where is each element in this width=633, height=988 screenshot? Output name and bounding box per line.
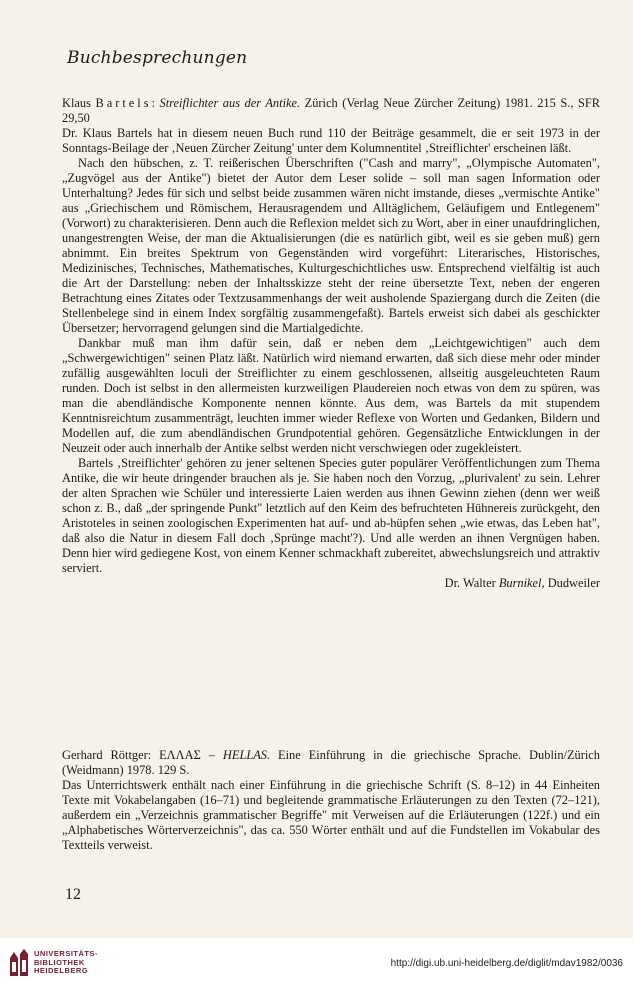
source-url-link[interactable]: http://digi.ub.uni-heidelberg.de/diglit/mdav1982/0036 [390,958,623,969]
section-header: Buchbesprechungen [67,48,248,68]
library-name-line: HEIDELBERG [34,966,89,975]
review-paragraph: Nach den hübschen, z. T. reißerischen Überschriften ("Cash and marry", „Olympische Automaten", „Zugvögel aus der Antike") bietet der Autor dem Leser solide – soll man sagen Information oder Unterhaltung? Jedes für sich und selbst beide zusammen wären nicht imstande, dieses „vermischte Antike" aus „Griechischem und Römischem, Herausragendem und Alltäglichem, Geläufigem und Entlegenem" (Vorwort) zu charakterisieren. Denn auch die Reflexion meldet sich zu Wort, aber in einer unaufdringlichen, unangestrengten Weise, der man die Aktualisierungen (die es natürlich gibt, weil es sie geben muß) gern abnimmt. Ein breites Spektrum von Gegenständen wird vorgeführt: Literarisches, Historisches, Medizinisches, Technisches, Mathematisches, Kulturgeschichtliches usw. Entsprechend vielfältig ist auch die Art der Darstellung: neben der Inhaltsskizze steht der reine übersetzte Text, neben der engeren Betrachtung eines Zitates oder Textzusammenhangs der weit ausholende Spaziergang durch die Zeiten (die Stellenbelege sind in einem Index sorgfältig zusammengefaßt). Bartels erweist sich dabei als geschickter Übersetzer; hervorragend gelungen sind die Martialgedichte. [62,156,600,335]
reviewer-place: Dudweiler [544,576,600,590]
title-dash: – [200,748,223,762]
book-title: Streiflichter aus der Antike. [159,96,301,110]
bibliographic-entry [62,748,600,778]
page-number: 12 [65,886,81,903]
review-bartels [62,96,600,591]
review-paragraph: Bartels ‚Streiflichter' gehören zu jener seltenen Species guter populärer Veröffentlichungen zum Thema Antike, die wir heute dringender brauchen als je. Sie haben noch den Vorzug, „plurivalent' zu sein. Lehrer der alten Sprachen wie Schüler und interessierte Laien werden aus ihnen Gewinn ziehen (denn wer weiß schon z. B., daß „der springende Punkt" letztlich auf den Keim des befruchteten Hühnereis zurückgeht, den Aristoteles in seinen zoologischen Experimenten hat auf- und ab-hüpfen sehen „wie etwas, das Leben hat", daß also die Natur in diesem Fall doch ‚Sprünge macht'?). Und alle werden an ihnen Vergnügen haben. Denn hier wird gediegene Kost, von einem Kenner schmackhaft zubereitet, abwechslungsreich und attraktiv serviert. [62,456,600,575]
publisher-info: Eine Einführung in die griechische Sprache. Dublin/Zürich (Weidmann) 1978. 129 S. [62,748,600,777]
review-paragraph: Dankbar muß man ihm dafür sein, daß er neben dem „Leichtgewichtigen" auch dem „Schwergewichtigen" seinen Platz läßt. Natürlich wird niemand erwarten, daß sich diese mehr oder minder zufällig ausgewählten loculi der Streiflichter zu einem geschlossenen, allseitig ausgeleuchteten Raum runden. Doch ist selbst in den allermeisten kurzweiligen Plaudereien noch etwas von dem zu spüren, was man die abendländische Komponente nennen könnte. Aus dem, was Bartels da mit stupendem Kenntnisreichtum zusammenträgt, leuchten immer wieder Reflexe von Worten und Gedanken, Bildern und Modellen auf, die zum abendländischen Grundpotential gehören. Gegensätzliche Entwicklungen in der Neuzeit oder auch innerhalb der Antike selbst werden nicht verschwiegen oder zugekleistert. [62,336,600,455]
review-paragraph: Das Unterrichtswerk enthält nach einer Einführung in die griechische Schrift (S. 8–12) in 44 Einheiten Texte mit Vokabelangaben (16–71) und begleitende grammatische Erläuterungen zu den Texten (72–121), außerdem ein „Verzeichnis grammatischer Begriffe" mit Verweisen auf die Erläuterungen (122f.) und ein „Alphabetisches Wörterverzeichnis", das ca. 550 Wörter enthält und auf die Fundstellen im Vokabular des Textteils verweist. [62,778,600,852]
book-title: HELLAS. [222,748,271,762]
reviewer-signature [62,576,600,591]
library-logo-icon [8,948,30,978]
reviewer-prefix: Dr. Walter [444,576,499,590]
review-paragraph: Dr. Klaus Bartels hat in diesem neuen Buch rund 110 der Beiträge gesammelt, die er seit 1973 in der Sonntags-Beilage der ‚Neuen Zürcher Zeitung' unter dem Kolumnentitel ‚Streiflichter' erscheinen läßt. [62,126,600,155]
library-name [34,950,98,976]
reviewer-name: Burnikel, [498,576,545,590]
library-name-line: UNIVERSITÄTS- [34,949,99,958]
greek-title: ΕΛΛΑΣ [159,748,201,762]
author-first-name: Klaus [62,96,91,110]
library-name-line: BIBLIOTHEK [34,957,85,967]
author-name: Gerhard Röttger: [62,748,160,762]
bibliographic-entry: Klaus Bartels: Streiflichter aus der Antike. Zürich (Verlag Neue Zürcher Zeitung) 1981. 215 S., SFR 29,50 [62,96,600,125]
author-last-name: Bartels [95,96,152,110]
digitization-footer [0,938,633,988]
review-roettger [62,748,600,853]
publisher-info: Zürich (Verlag Neue Zürcher Zeitung) 1981. 215 S., SFR 29,50 [62,96,600,125]
